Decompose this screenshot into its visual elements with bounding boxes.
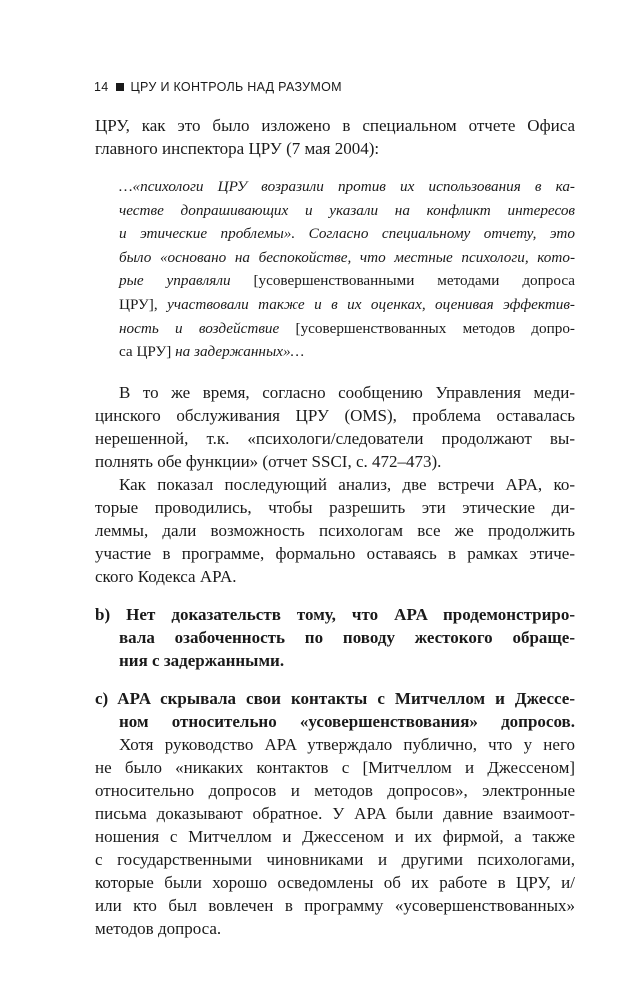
heading-line: ном относительно «усовершенствования» допросов. xyxy=(119,711,575,731)
running-title: ЦРУ И КОНТРОЛЬ НАД РАЗУМОМ xyxy=(130,80,342,94)
text-line: Как показал последующий анализ, две встречи APA, ко- xyxy=(119,474,575,494)
text-line: Хотя руководство APA утверждало публично, что у него xyxy=(119,734,575,754)
text-line: которые были хорошо осведомлены об их работе в ЦРУ, и/ xyxy=(95,872,575,892)
text-line: В то же время, согласно сообщению Управления меди- xyxy=(119,382,575,402)
text-line: или кто был вовлечен в программу «усовершенствованных» xyxy=(95,895,575,915)
intro-paragraph xyxy=(95,114,575,160)
text-line: методов допроса. xyxy=(95,918,222,938)
text-line: не было «никаких контактов с [Митчеллом и Джессеном] xyxy=(95,757,575,777)
text-line: леммы, дали возможность психологам все же продолжить xyxy=(95,520,575,540)
square-bullet-icon xyxy=(116,83,124,91)
quote-line: са ЦРУ] на задержанных»… xyxy=(119,343,305,361)
quote-line: честве допрашивающих и указали на конфликт интересов xyxy=(119,201,575,219)
running-header xyxy=(94,80,342,94)
quote-line: было «основано на беспокойстве, что местные психологи, кото- xyxy=(119,248,575,266)
heading-line: b) Нет доказательств тому, что APA продемонстриро- xyxy=(95,604,575,624)
text-line: нерешенной, т.к. «психологи/следователи продолжают вы- xyxy=(95,428,575,448)
text-line: торые проводились, чтобы разрешить эти этические ди- xyxy=(95,497,575,517)
quote-line: …«психологи ЦРУ возразили против их использования в ка- xyxy=(119,178,575,195)
section-heading-b xyxy=(95,603,575,672)
heading-line: ния с задержанными. xyxy=(119,650,285,670)
text-line: полнять обе функции» (отчет SSCI, с. 472–473). xyxy=(95,451,442,471)
text-line: цинского обслуживания ЦРУ (OMS), проблема оставалась xyxy=(95,405,575,425)
paragraph xyxy=(95,473,575,588)
text-line: участие в программе, формально оставаясь в рамках этиче- xyxy=(95,543,575,563)
page-number: 14 xyxy=(94,80,109,94)
paragraph xyxy=(95,381,575,473)
text-line: письма доказывают обратное. У APA были давние взаимоот- xyxy=(95,803,575,823)
heading-line: вала озабоченность по поводу жестокого обраще- xyxy=(119,627,575,647)
page-body xyxy=(95,114,575,940)
quote-line: рые управляли [усовершенствованными методами допроса xyxy=(119,272,576,290)
text-line: ношения с Митчеллом и Джессеном и их фирмой, а также xyxy=(95,826,575,846)
paragraph xyxy=(95,733,575,940)
text-line: ского Кодекса APA. xyxy=(95,566,237,586)
text-line: ЦРУ, как это было изложено в специальном отчете Офиса xyxy=(95,116,575,135)
quote-line: ЦРУ], участвовали также и в их оценках, оценивая эффектив- xyxy=(119,295,575,313)
text-line: с государственными чиновниками и другими психологами, xyxy=(95,849,575,869)
text-line: относительно допросов и методов допросов», электронные xyxy=(95,780,575,800)
section-heading-c xyxy=(95,687,575,733)
heading-line: c) APA скрывала свои контакты с Митчеллом и Джессе- xyxy=(95,688,575,708)
text-line: главного инспектора ЦРУ (7 мая 2004): xyxy=(95,139,380,158)
quote-line: и этические проблемы». Согласно специальному отчету, это xyxy=(119,225,575,243)
quote-line: ность и воздействие [усовершенствованных методов допро- xyxy=(119,319,575,337)
block-quote xyxy=(119,175,575,364)
